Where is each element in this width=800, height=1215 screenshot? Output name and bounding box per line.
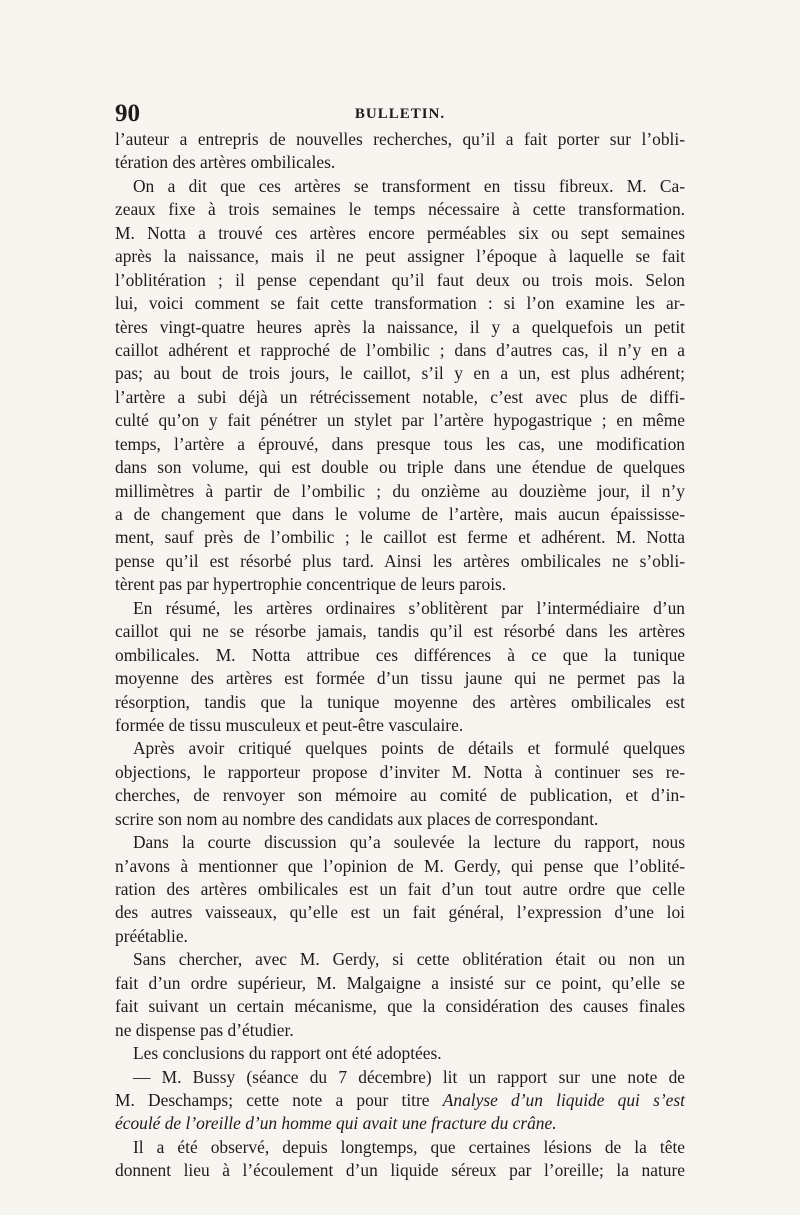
text-line: résorption, tandis que la tunique moyenne des artères ombilicales est: [115, 691, 685, 712]
text-line: M. Notta a trouvé ces artères encore perméables six ou sept semaines: [115, 222, 685, 243]
text-line: caillot qui ne se résorbe jamais, tandis qu’il est résorbé dans les artères: [115, 621, 685, 642]
text-line: temps, l’artère a éprouvé, dans presque tous les cas, une modification: [115, 433, 685, 454]
article-title-part: écoulé de l’oreille d’un homme qui avait une fracture du crâne.: [115, 1113, 557, 1134]
text-line: Sans chercher, avec M. Gerdy, si cette oblitération était ou non un: [133, 949, 685, 970]
text-line: [115, 1089, 685, 1112]
text-line: ne dispense pas d’étudier.: [115, 1019, 294, 1040]
text-line: caillot adhérent et rapproché de l’ombilic ; dans d’autres cas, il n’y en a: [115, 339, 685, 360]
text-line: moyenne des artères est formée d’un tissu jaune qui ne permet pas la: [115, 668, 685, 689]
page-number: 90: [115, 100, 140, 127]
text-line: Dans la courte discussion qu’a soulevée la lecture du rapport, nous: [133, 832, 685, 853]
text-line: Après avoir critiqué quelques points de détails et formulé quelques: [133, 738, 685, 759]
text-line: fait d’un ordre supérieur, M. Malgaigne a insisté sur ce point, qu’elle se: [115, 972, 685, 993]
text-line: l’artère a subi déjà un rétrécissement notable, c’est avec plus de diffi-: [115, 386, 685, 407]
text-line: n’avons à mentionner que l’opinion de M. Gerdy, qui pense que l’oblité-: [115, 855, 685, 876]
page-header: [115, 100, 685, 130]
text-line: pense qu’il est résorbé plus tard. Ainsi les artères ombilicales ne s’obli-: [115, 550, 685, 571]
text-line: — M. Bussy (séance du 7 décembre) lit un rapport sur une note de: [133, 1066, 685, 1087]
article-title-part: Analyse d’un liquide qui s’est: [442, 1089, 685, 1110]
text-line: des autres vaisseaux, qu’elle est un fait général, l’expression d’une loi: [115, 902, 685, 923]
text-line: lui, voici comment se fait cette transformation : si l’on examine les ar-: [115, 293, 685, 314]
text-line: tèrent pas par hypertrophie concentrique de leurs parois.: [115, 574, 507, 595]
text-line: culté qu’on y fait pénétrer un stylet par l’artère hypogastrique ; en même: [115, 410, 685, 431]
text-line: zeaux fixe à trois semaines le temps nécessaire à cette transformation.: [115, 199, 685, 220]
text-line: millimètres à partir de l’ombilic ; du onzième au douzième jour, il n’y: [115, 480, 685, 501]
text-line: pas; au bout de trois jours, le caillot, s’il y en a un, est plus adhérent;: [115, 363, 685, 384]
text-line: ration des artères ombilicales est un fait d’un tout autre ordre que celle: [115, 879, 685, 899]
text-line: formée de tissu musculeux et peut-être vasculaire.: [115, 714, 464, 735]
text-line-roman: M. Deschamps; cette note a pour titre: [115, 1089, 430, 1110]
text-line: l’auteur a entrepris de nouvelles recherches, qu’il a fait porter sur l’obli-: [115, 129, 685, 149]
text-line: dans son volume, qui est double ou triple dans une étendue de quelques: [115, 457, 685, 478]
text-line: Les conclusions du rapport ont été adoptées.: [133, 1043, 442, 1064]
running-head: BULLETIN.: [354, 106, 446, 122]
text-line: donnent lieu à l’écoulement d’un liquide séreux par l’oreille; la nature: [115, 1160, 685, 1181]
text-line: fait suivant un certain mécanisme, que la considération des causes finales: [115, 996, 685, 1017]
text-line: scrire son nom au nombre des candidats aux places de correspondant.: [115, 808, 599, 829]
text-line: ment, sauf près de l’ombilic ; le caillot est ferme et adhérent. M. Notta: [115, 527, 685, 548]
text-line: tération des artères ombilicales.: [115, 152, 336, 173]
text-line: En résumé, les artères ordinaires s’oblitèrent par l’intermédiaire d’un: [133, 597, 685, 618]
text-line: préétablie.: [115, 925, 188, 946]
text-line: On a dit que ces artères se transforment en tissu fibreux. M. Ca-: [133, 175, 685, 196]
text-line: a de changement que dans le volume de l’artère, mais aucun épaississe-: [115, 504, 685, 524]
body-text: [115, 128, 685, 1183]
text-line: après la naissance, mais il ne peut assigner l’époque à laquelle se fait: [115, 246, 685, 267]
text-line: [115, 1112, 685, 1135]
text-line: objections, le rapporteur propose d’inviter M. Notta à continuer ses re-: [115, 761, 685, 782]
text-line: Il a été observé, depuis longtemps, que certaines lésions de la tête: [133, 1136, 685, 1157]
text-line: l’oblitération ; il pense cependant qu’il faut deux ou trois mois. Selon: [115, 269, 685, 290]
text-line: tères vingt-quatre heures après la naissance, il y a quelquefois un petit: [115, 316, 685, 337]
text-line: cherches, de renvoyer son mémoire au comité de publication, et d’in-: [115, 785, 685, 806]
text-line: ombilicales. M. Notta attribue ces différences à ce que la tunique: [115, 644, 685, 665]
